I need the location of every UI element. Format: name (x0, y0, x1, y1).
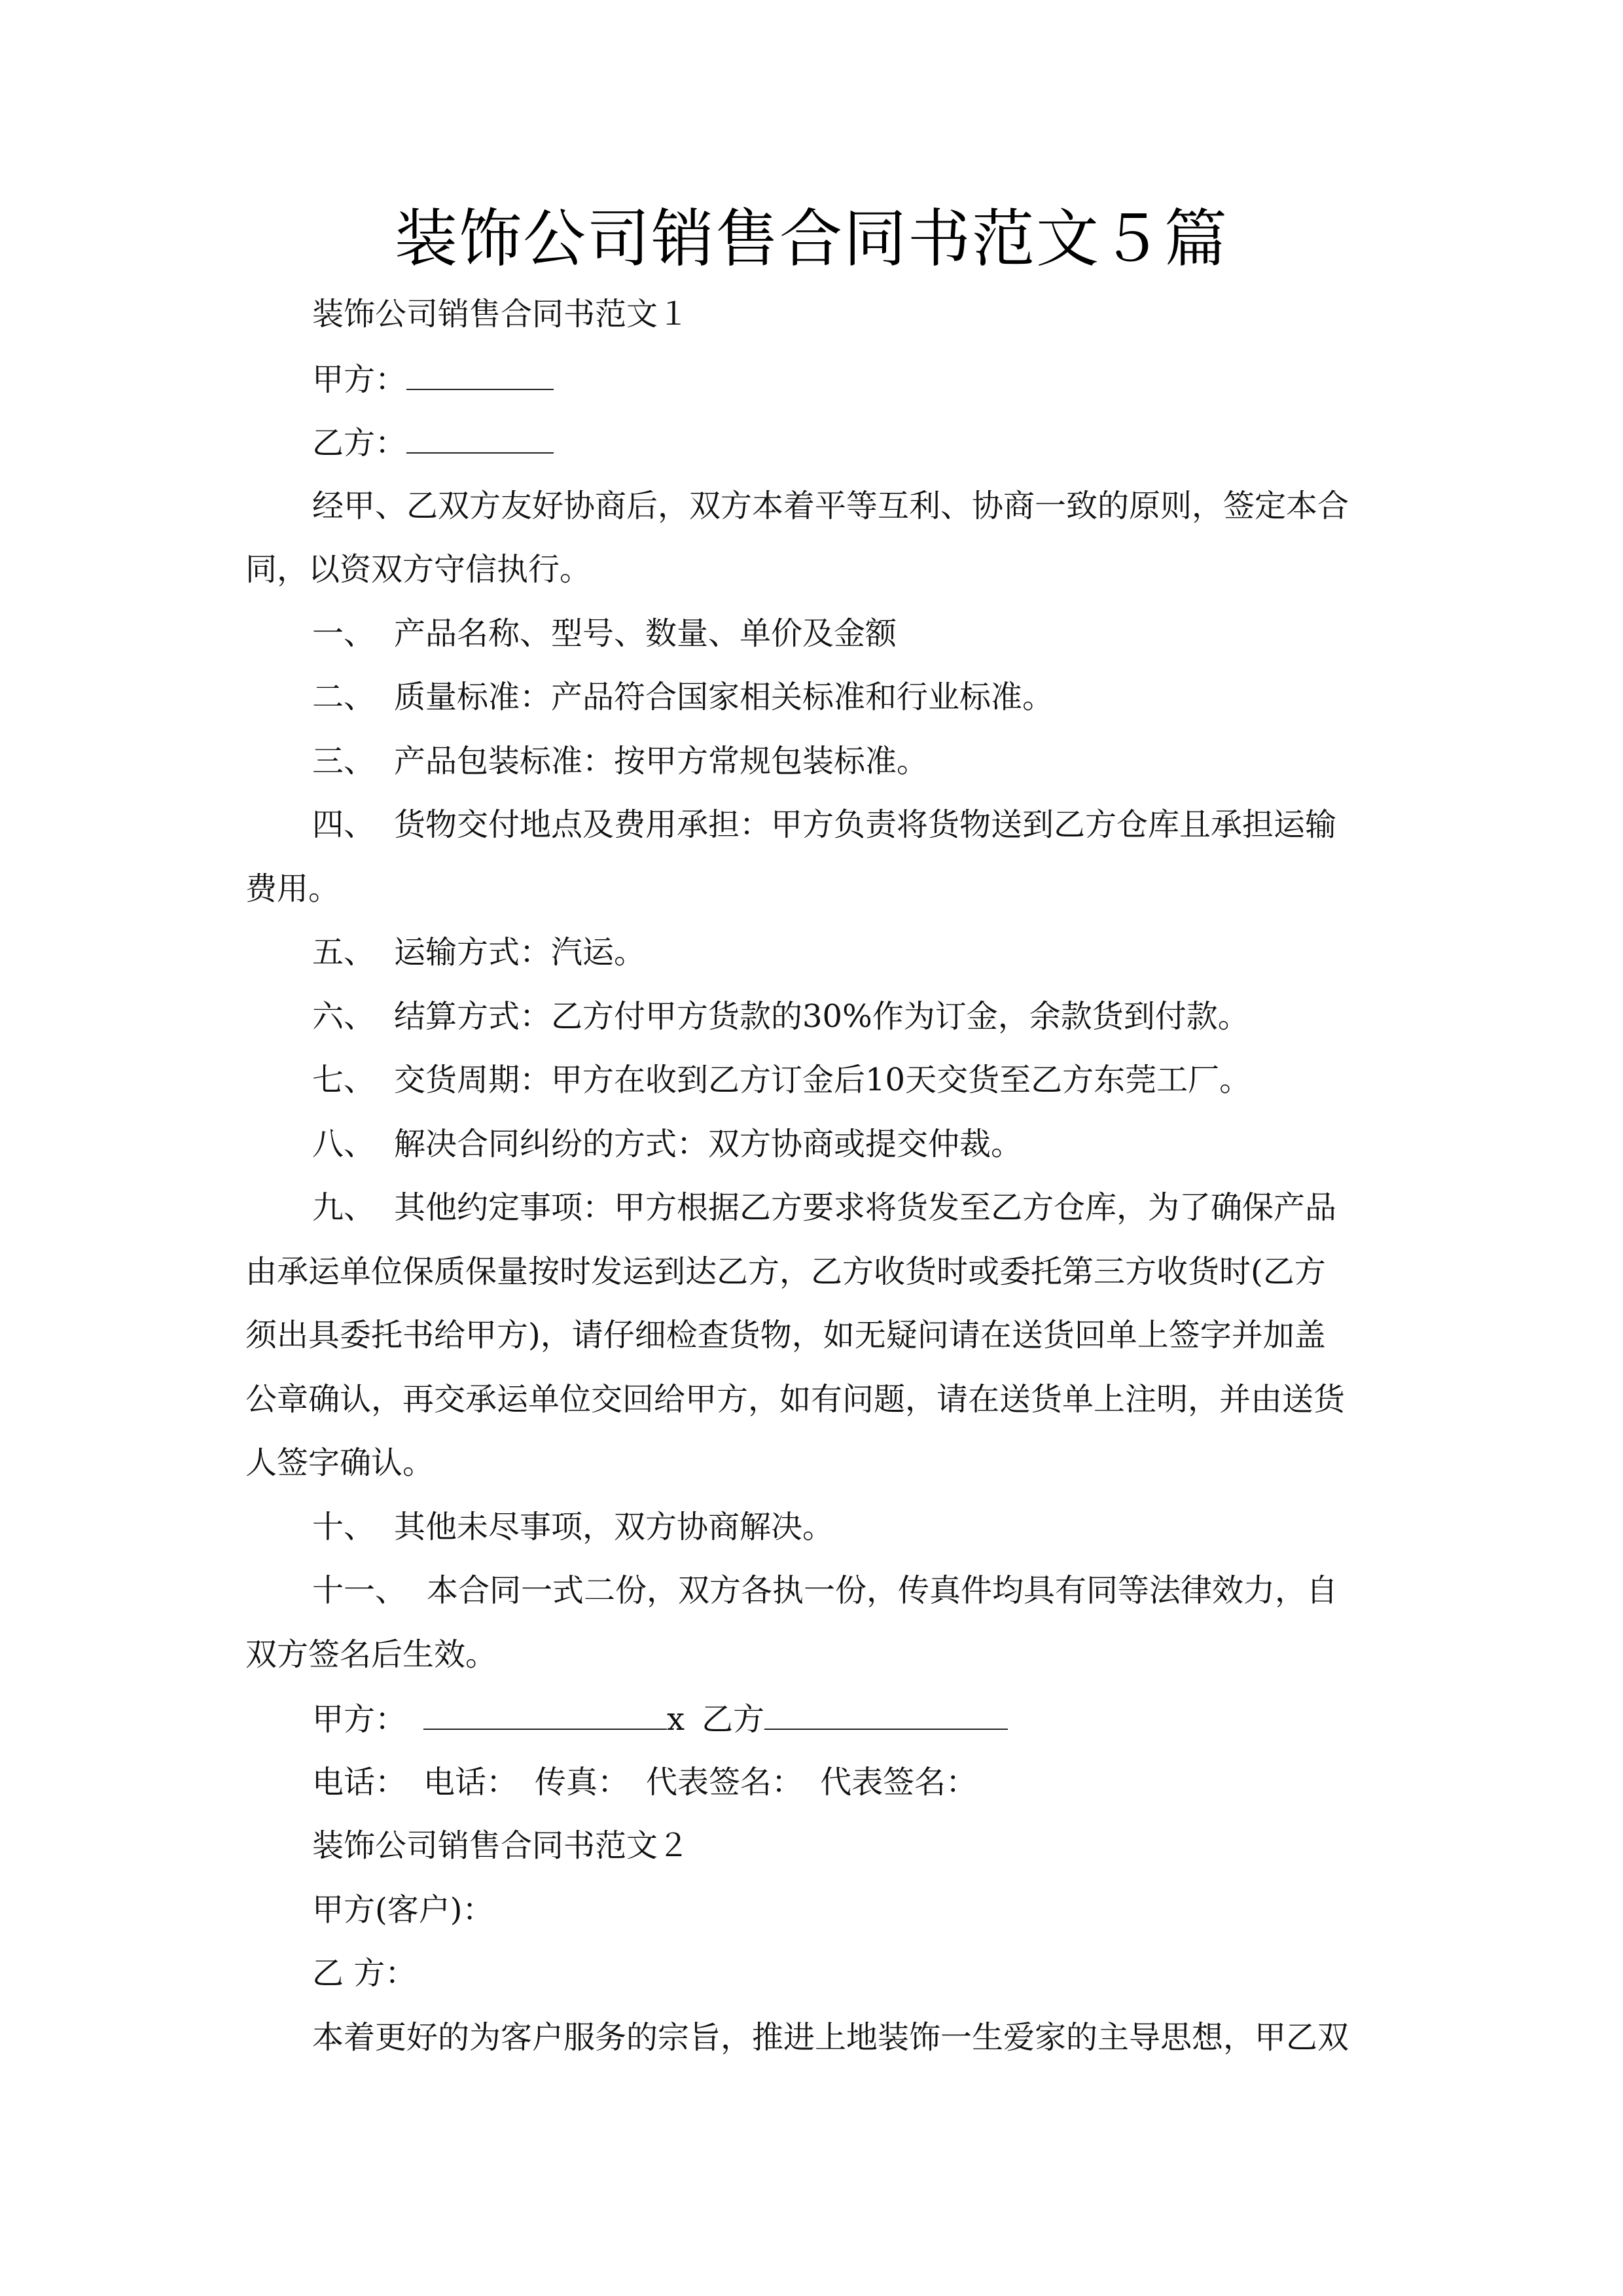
clause-text: 本合同一式二份，双方各执一份，传真件均具有同等法律效力，自 (427, 1572, 1338, 1609)
clause-7 (312, 1060, 1251, 1100)
intro-line-2: 同，以资双方守信执行。 (245, 551, 592, 588)
contact-label: 代表签名： (646, 1764, 804, 1801)
clause-text: 质量标准：产品符合国家相关标准和行业标准。 (394, 679, 1054, 715)
clause-number: 六、 (312, 998, 376, 1035)
clause-9-continued-3: 公章确认，再交承运单位交回给甲方，如有问题，请在送货单上注明，并由送货 (245, 1381, 1346, 1418)
party-b-blank (406, 422, 554, 454)
signature-line (312, 1698, 1008, 1739)
sign-party-b-label: 乙方 (702, 1701, 765, 1738)
clause-text: 解决合同纠纷的方式：双方协商或提交仲裁。 (394, 1126, 1023, 1162)
clause-11-continued: 双方签名后生效。 (245, 1636, 497, 1673)
clause-number: 九、 (312, 1189, 376, 1226)
section-heading-2: 装饰公司销售合同书范文２ (312, 1827, 690, 1864)
clause-text: 其他未尽事项，双方协商解决。 (394, 1509, 834, 1545)
section2-party-a: 甲方(客户)： (312, 1892, 494, 1928)
clause-number: 十一、 (312, 1572, 407, 1609)
clause-text: 产品名称、型号、数量、单价及金额 (394, 615, 897, 652)
clause-number: 一、 (312, 615, 376, 652)
clause-text: 结算方式：乙方付甲方货款的30%作为订金，余款货到付款。 (394, 998, 1249, 1035)
contact-line (312, 1763, 977, 1802)
party-a-blank (406, 359, 554, 390)
clause-5 (312, 933, 645, 972)
clause-number: 三、 (312, 743, 376, 780)
party-b-label: 乙方： (312, 425, 407, 461)
sign-party-a-label: 甲方： (312, 1701, 407, 1738)
clause-10 (312, 1507, 834, 1547)
clause-8 (312, 1124, 1022, 1164)
clause-number: 八、 (312, 1126, 376, 1162)
clause-3 (312, 742, 928, 781)
clause-11 (312, 1571, 1338, 1610)
clause-text: 交货周期：甲方在收到乙方订金后10天交货至乙方东莞工厂。 (394, 1062, 1251, 1098)
contact-label: 传真： (535, 1764, 630, 1801)
clause-6 (312, 997, 1249, 1036)
section2-intro-line-1: 本着更好的为客户服务的宗旨，推进上地装饰一生爱家的主导思想，甲乙双 (312, 2019, 1349, 2056)
clause-number: 五、 (312, 934, 376, 971)
clause-1 (312, 614, 897, 653)
clause-9-continued-4: 人签字确认。 (245, 1444, 435, 1481)
clause-number: 四、 (312, 806, 376, 843)
clause-4-continued: 费用。 (245, 870, 340, 907)
intro-line-1: 经甲、乙双方友好协商后，双方本着平等互利、协商一致的原则，签定本合 (312, 488, 1349, 524)
clause-2 (312, 677, 1054, 717)
contact-label: 代表签名： (820, 1764, 978, 1801)
party-a-label: 甲方： (312, 361, 407, 398)
clause-number: 七、 (312, 1062, 376, 1098)
sign-separator: x (667, 1701, 685, 1738)
clause-9 (312, 1188, 1336, 1227)
clause-number: 十、 (312, 1509, 376, 1545)
sign-party-a-blank (423, 1698, 667, 1730)
clause-4 (312, 805, 1336, 844)
party-b-line (312, 422, 554, 463)
clause-text: 运输方式：汽运。 (394, 934, 646, 971)
sign-party-b-blank (764, 1698, 1008, 1730)
clause-9-continued-2: 须出具委托书给甲方)，请仔细检查货物，如无疑问请在送货回单上签字并加盖 (245, 1317, 1326, 1354)
clause-9-continued-1: 由承运单位保质保量按时发运到达乙方，乙方收货时或委托第三方收货时(乙方 (245, 1253, 1326, 1290)
contact-label: 电话： (312, 1764, 407, 1801)
section2-party-b: 乙 方： (312, 1955, 417, 1992)
clause-text: 其他约定事项：甲方根据乙方要求将货发至乙方仓库，为了确保产品 (394, 1189, 1337, 1226)
contact-label: 电话： (423, 1764, 518, 1801)
document-title: 装饰公司销售合同书范文５篇 (395, 202, 1228, 276)
party-a-line (312, 359, 554, 399)
section-heading-1: 装饰公司销售合同书范文１ (312, 296, 690, 332)
clause-text: 产品包装标准：按甲方常规包装标准。 (394, 743, 929, 780)
clause-number: 二、 (312, 679, 376, 715)
clause-text: 货物交付地点及费用承担：甲方负责将货物送到乙方仓库且承担运输 (394, 806, 1337, 843)
